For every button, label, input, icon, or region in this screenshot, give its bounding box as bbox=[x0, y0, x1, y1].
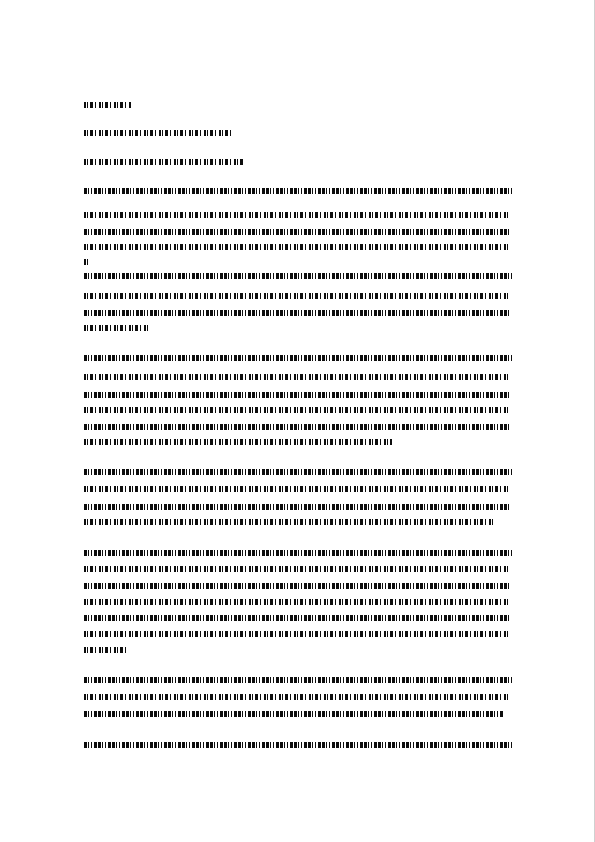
text-line bbox=[84, 550, 512, 556]
text-line bbox=[84, 259, 90, 265]
text-line bbox=[84, 273, 512, 279]
text-line bbox=[84, 566, 510, 572]
text-line bbox=[84, 229, 510, 235]
text-line bbox=[84, 631, 510, 637]
text-line bbox=[84, 694, 510, 700]
text-line bbox=[84, 188, 512, 194]
text-line bbox=[84, 504, 510, 510]
text-line bbox=[84, 711, 504, 717]
text-line bbox=[84, 407, 510, 413]
text-line bbox=[84, 647, 126, 653]
text-line bbox=[84, 486, 510, 492]
text-line bbox=[84, 293, 510, 299]
text-line bbox=[84, 325, 150, 331]
text-line bbox=[84, 310, 510, 316]
text-line bbox=[84, 355, 512, 361]
text-line bbox=[84, 599, 510, 605]
text-line bbox=[84, 212, 510, 218]
text-line bbox=[84, 615, 510, 621]
text-line bbox=[84, 742, 512, 748]
document-heading bbox=[84, 102, 132, 108]
text-line bbox=[84, 469, 512, 475]
document-subject-line bbox=[84, 159, 244, 165]
text-line bbox=[84, 244, 510, 250]
text-line bbox=[84, 519, 494, 525]
text-line bbox=[84, 392, 510, 398]
text-line bbox=[84, 374, 510, 380]
text-line bbox=[84, 424, 510, 430]
text-line bbox=[84, 583, 510, 589]
text-line bbox=[84, 677, 512, 683]
text-line bbox=[84, 439, 392, 445]
document-date-line bbox=[84, 130, 234, 136]
